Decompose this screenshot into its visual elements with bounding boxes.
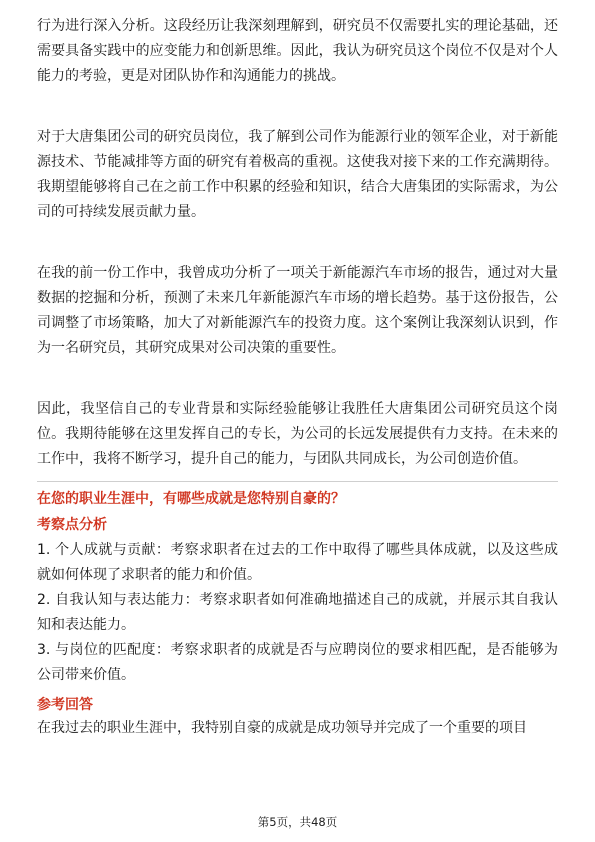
reference-answer-text: 在我过去的职业生涯中，我特别自豪的成就是成功领导并完成了一个重要的项目 xyxy=(37,720,527,736)
paragraph-gap xyxy=(37,89,558,125)
paragraph-gap xyxy=(37,361,558,397)
paragraph-gap xyxy=(37,225,558,261)
reference-answer-heading: 参考回答 xyxy=(37,697,93,713)
interview-question: 在您的职业生涯中，有哪些成就是您特别自豪的？ xyxy=(37,491,345,507)
analysis-item-3: 3. 与岗位的匹配度：考察求职者的成就是否与应聘岗位的要求相匹配，是否能够为公司带来价值。 xyxy=(37,642,558,683)
analysis-list xyxy=(37,538,558,688)
body-paragraph-1: 行为进行深入分析。这段经历让我深刻理解到，研究员不仅需要扎实的理论基础，还需要具备实践中的应变能力和创新思维。因此，我认为研究员这个岗位不仅是对个人能力的考验，更是对团队协作和沟通能力的挑战。 xyxy=(37,18,558,84)
analysis-item-1: 1. 个人成就与贡献：考察求职者在过去的工作中取得了哪些具体成就，以及这些成就如何体现了求职者的能力和价值。 xyxy=(37,542,558,583)
analysis-heading: 考察点分析 xyxy=(37,517,107,533)
document-body xyxy=(37,14,558,741)
analysis-item-2: 2. 自我认知与表达能力：考察求职者如何准确地描述自己的成就，并展示其自我认知和表达能力。 xyxy=(37,592,558,633)
body-paragraph-4: 因此，我坚信自己的专业背景和实际经验能够让我胜任大唐集团公司研究员这个岗位。我期待能够在这里发挥自己的专长，为公司的长远发展提供有力支持。在未来的工作中，我将不断学习，提升自己的能力，与团队共同成长，为公司创造价值。 xyxy=(37,401,558,467)
page-number: 第5页，共48页 xyxy=(257,815,338,829)
section-divider xyxy=(37,481,558,482)
body-paragraph-3: 在我的前一份工作中，我曾成功分析了一项关于新能源汽车市场的报告，通过对大量数据的挖掘和分析，预测了未来几年新能源汽车市场的增长趋势。基于这份报告，公司调整了市场策略，加大了对新能源汽车的投资力度。这个案例让我深刻认识到，作为一名研究员，其研究成果对公司决策的重要性。 xyxy=(37,265,558,356)
body-paragraph-2: 对于大唐集团公司的研究员岗位，我了解到公司作为能源行业的领军企业，对于新能源技术、节能减排等方面的研究有着极高的重视。这使我对接下来的工作充满期待。我期望能够将自己在之前工作中积累的经验和知识，结合大唐集团的实际需求，为公司的可持续发展贡献力量。 xyxy=(37,129,558,220)
